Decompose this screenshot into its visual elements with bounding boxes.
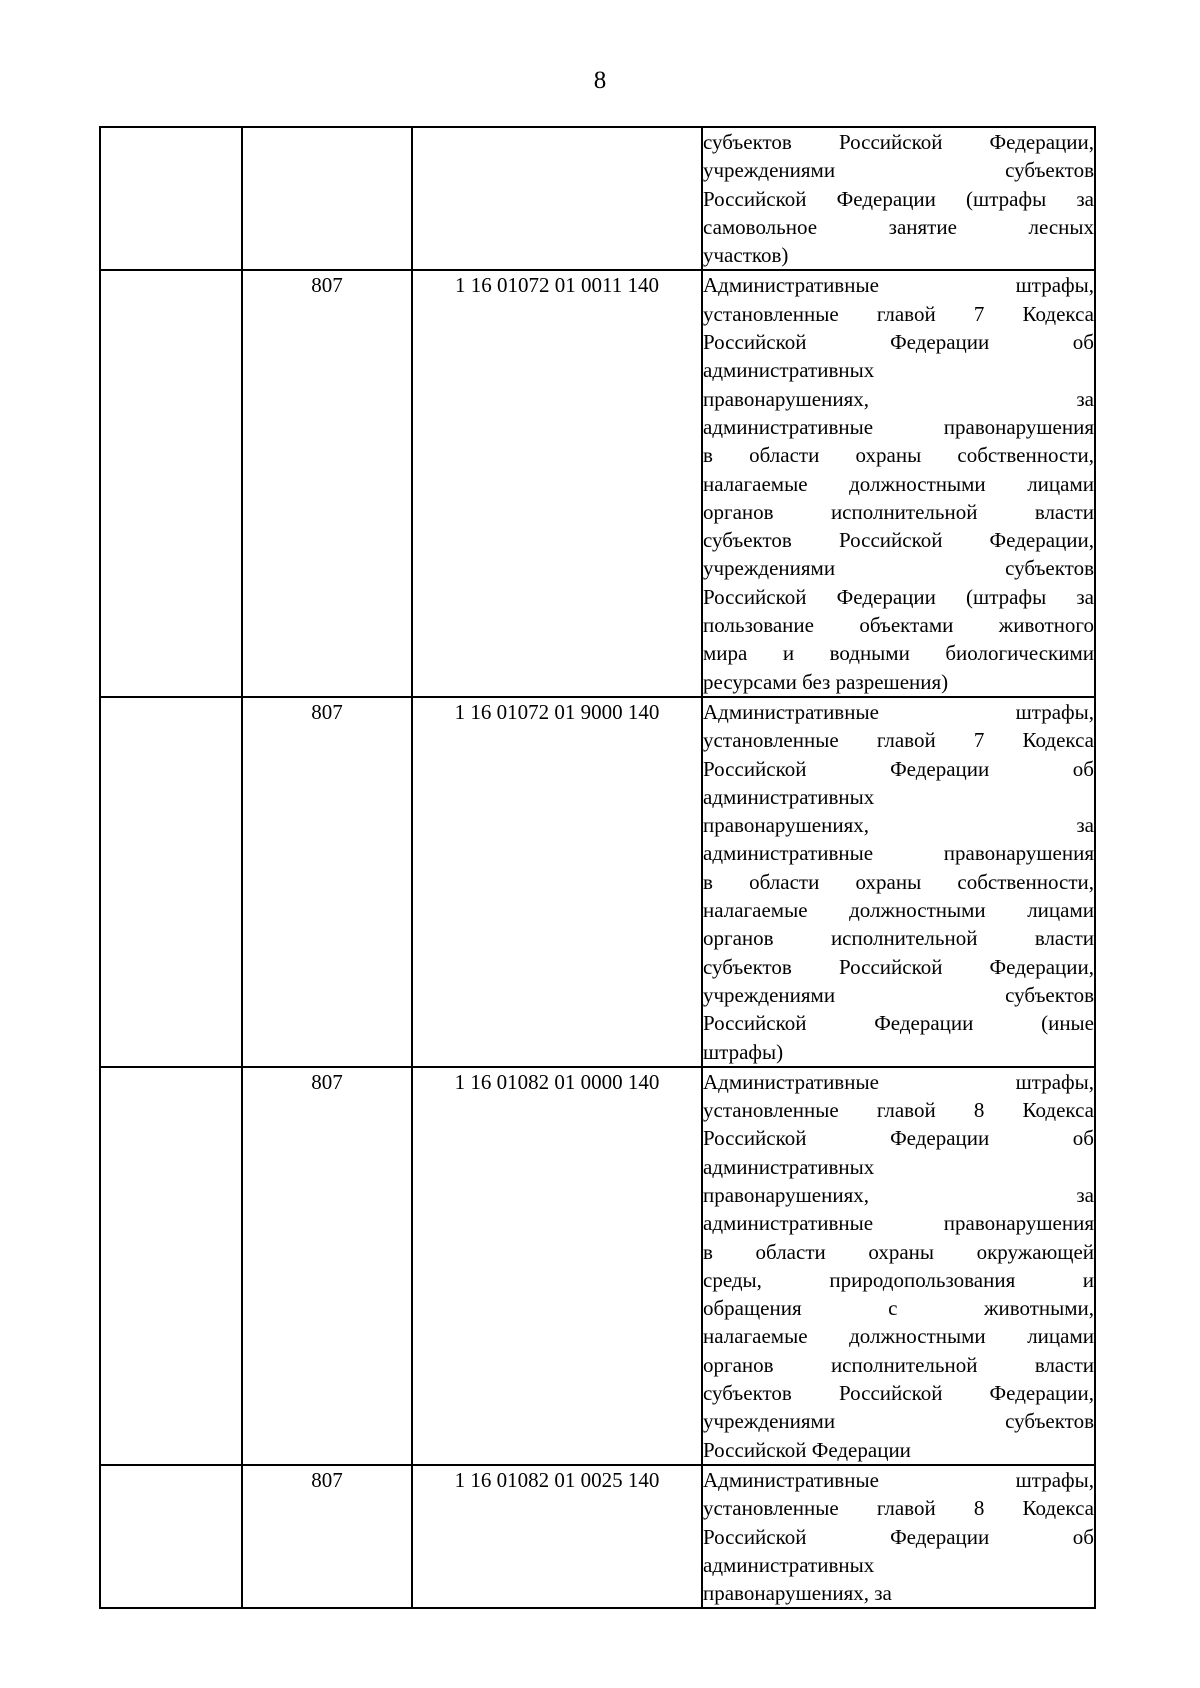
description-line: административных	[703, 358, 875, 383]
description-line: учреждениями субъектов	[703, 556, 1094, 581]
description-line: Российской Федерации об	[703, 756, 1094, 781]
description-line: Российской Федерации (штрафы за	[703, 584, 1094, 609]
table-row	[100, 1067, 1095, 1465]
description-line: правонарушениях, за	[703, 1581, 892, 1606]
description-line: Административные штрафы,	[703, 1069, 1094, 1094]
description-cell	[702, 1067, 1095, 1465]
description-line: установленные главой 7 Кодекса	[703, 728, 1094, 753]
description-line: в области охраны собственности,	[703, 443, 1094, 468]
description-line: налагаемые должностными лицами	[703, 471, 1094, 496]
description-line: органов исполнительной власти	[703, 499, 1094, 524]
description-line: Российской Федерации (иные	[703, 1011, 1094, 1036]
description-line: правонарушениях, за	[703, 386, 1094, 411]
description-line: среды, природопользования и	[703, 1267, 1094, 1292]
description-line: правонарушениях, за	[703, 1182, 1094, 1207]
description-line: налагаемые должностными лицами	[703, 1324, 1094, 1349]
description-line: ресурсами без разрешения)	[703, 669, 949, 694]
description-line: органов исполнительной власти	[703, 1352, 1094, 1377]
description-line: административные правонарушения	[703, 1211, 1094, 1236]
description-line: участков)	[703, 243, 789, 268]
admin-code-cell: 807	[242, 1067, 412, 1465]
empty-cell	[100, 1465, 242, 1608]
description-line: правонарушениях, за	[703, 813, 1094, 838]
revenue-codes-table	[99, 126, 1096, 1609]
table-body	[100, 127, 1095, 1608]
description-line: мира и водными биологическими	[703, 641, 1094, 666]
kbk-code-cell: 1 16 01082 01 0025 140	[412, 1465, 702, 1608]
empty-cell	[100, 270, 242, 696]
description-line: Российской Федерации об	[703, 330, 1094, 355]
description-line: органов исполнительной власти	[703, 926, 1094, 951]
description-line: пользование объектами животного	[703, 613, 1094, 638]
description-line: Российской Федерации об	[703, 1524, 1094, 1549]
description-line: Административные штрафы,	[703, 273, 1094, 298]
description-line: административные правонарушения	[703, 841, 1094, 866]
description-line: субъектов Российской Федерации,	[703, 130, 1094, 154]
table-row	[100, 127, 1095, 270]
description-cell	[702, 1465, 1095, 1608]
description-line: Российской Федерации	[703, 1437, 911, 1462]
empty-cell	[100, 127, 242, 270]
description-line: обращения с животными,	[703, 1296, 1094, 1321]
description-line: субъектов Российской Федерации,	[703, 528, 1094, 553]
empty-cell	[100, 697, 242, 1067]
description-line: Административные штрафы,	[703, 1467, 1094, 1492]
description-line: штрафы)	[703, 1039, 784, 1064]
description-line: учреждениями субъектов	[703, 1409, 1094, 1434]
description-line: Российской Федерации (штрафы за	[703, 186, 1094, 211]
description-line: учреждениями субъектов	[703, 982, 1094, 1007]
description-line: административных	[703, 784, 875, 809]
kbk-code-cell	[412, 127, 702, 270]
kbk-code-cell: 1 16 01072 01 0011 140	[412, 270, 702, 696]
kbk-code-cell: 1 16 01082 01 0000 140	[412, 1067, 702, 1465]
description-line: административные правонарушения	[703, 414, 1094, 439]
description-line: установленные главой 7 Кодекса	[703, 301, 1094, 326]
admin-code-cell: 807	[242, 1465, 412, 1608]
table-row	[100, 1465, 1095, 1608]
description-line: субъектов Российской Федерации,	[703, 954, 1094, 979]
description-line: в области охраны окружающей	[703, 1239, 1094, 1264]
description-line: в области охраны собственности,	[703, 869, 1094, 894]
description-line: Административные штрафы,	[703, 699, 1094, 724]
description-cell	[702, 270, 1095, 696]
description-line: установленные главой 8 Кодекса	[703, 1098, 1094, 1123]
table-row	[100, 697, 1095, 1067]
description-line: установленные главой 8 Кодекса	[703, 1496, 1094, 1521]
kbk-code-cell: 1 16 01072 01 9000 140	[412, 697, 702, 1067]
description-cell	[702, 697, 1095, 1067]
description-line: налагаемые должностными лицами	[703, 898, 1094, 923]
description-line: административных	[703, 1552, 875, 1577]
description-line: субъектов Российской Федерации,	[703, 1381, 1094, 1406]
description-line: административных	[703, 1154, 875, 1179]
description-line: учреждениями субъектов	[703, 158, 1094, 183]
page-number: 8	[593, 67, 607, 94]
description-line: самовольное занятие лесных	[703, 214, 1094, 239]
empty-cell	[100, 1067, 242, 1465]
admin-code-cell	[242, 127, 412, 270]
admin-code-cell: 807	[242, 270, 412, 696]
table-row	[100, 270, 1095, 696]
description-line: Российской Федерации об	[703, 1126, 1094, 1151]
admin-code-cell: 807	[242, 697, 412, 1067]
description-cell	[702, 127, 1095, 270]
